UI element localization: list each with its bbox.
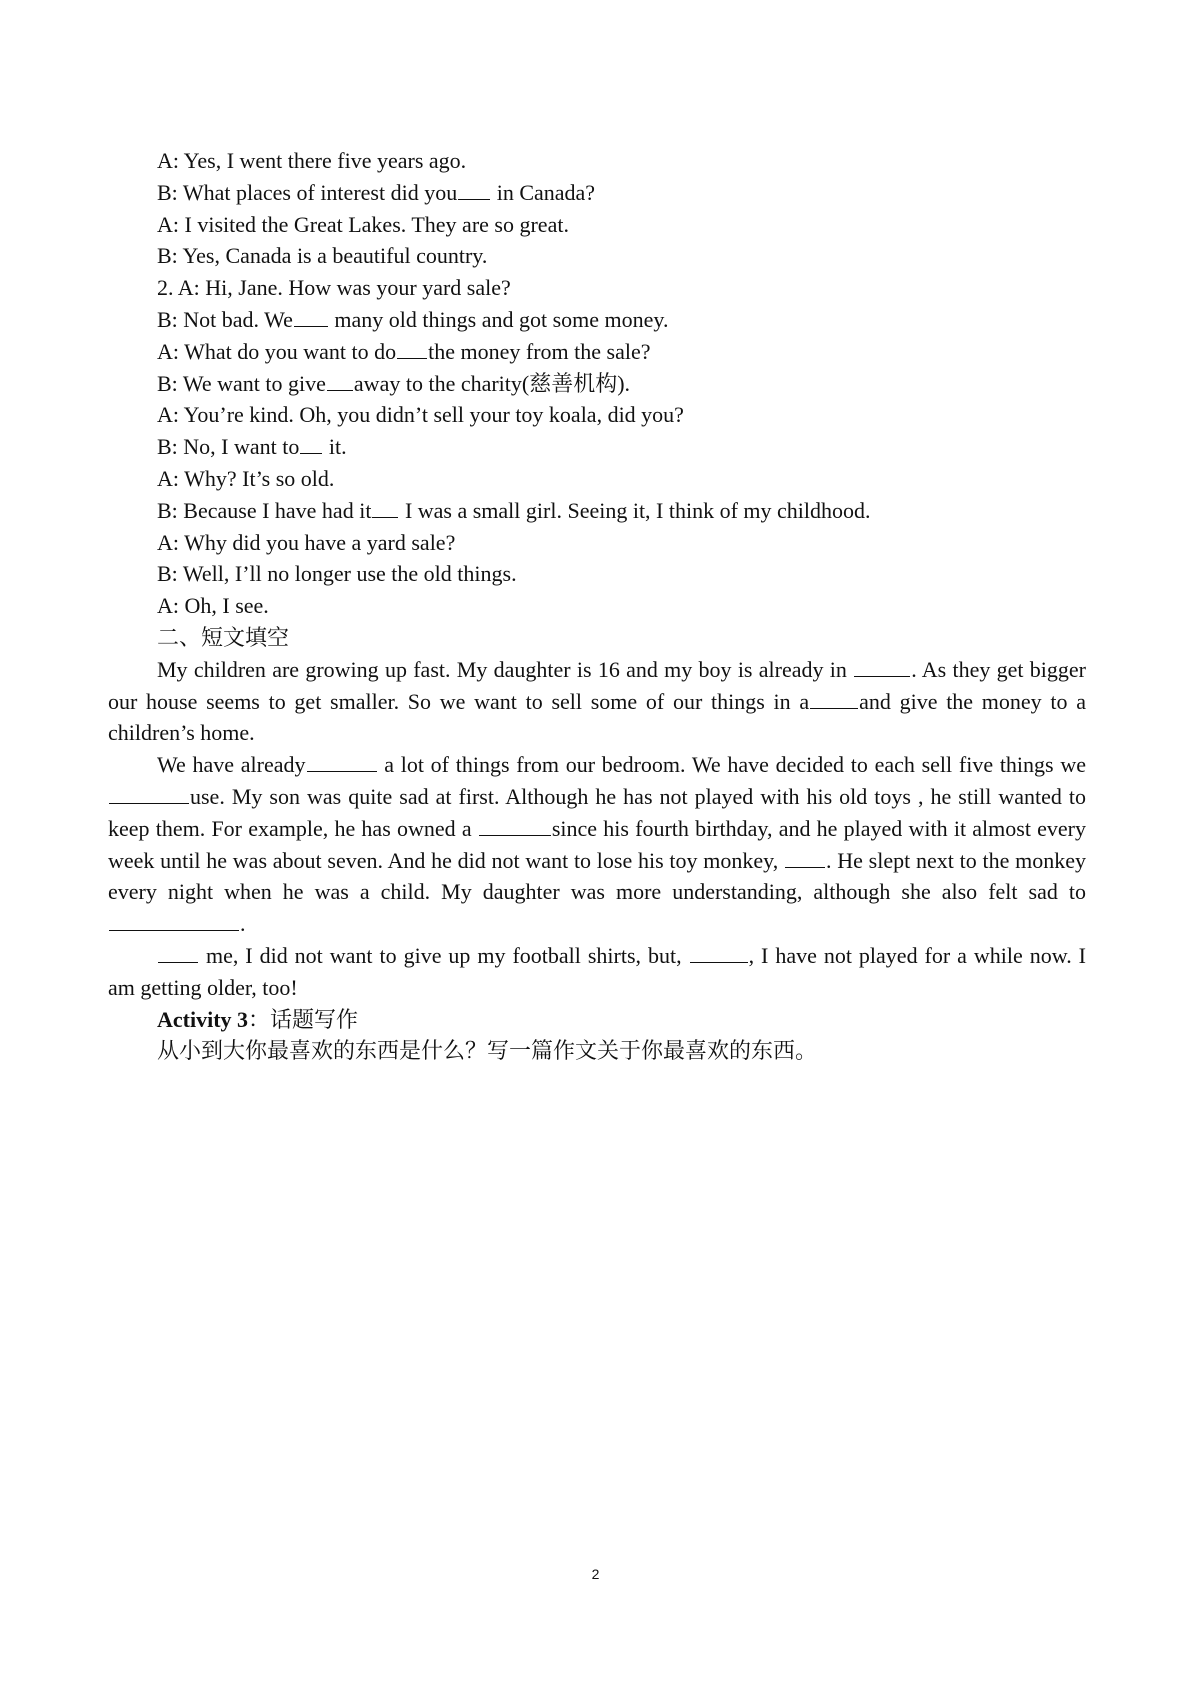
- dialogue-line: [108, 177, 1086, 209]
- fill-blank[interactable]: [327, 372, 353, 391]
- passage-text: .: [240, 911, 246, 937]
- dialogue-text: B: Not bad. We: [157, 306, 293, 332]
- fill-blank[interactable]: [397, 340, 427, 359]
- fill-blank[interactable]: [854, 658, 910, 677]
- dialogue-line: [108, 463, 1086, 495]
- passage-text: use. My son was quite sad at first. Although he has not played with his old toys , he still wanted to keep them. For example, he has owned a: [108, 783, 1086, 841]
- dialogue-line: [108, 272, 1086, 304]
- dialogue-text: A: Why did you have a yard sale?: [157, 529, 456, 555]
- section-heading: [108, 622, 1086, 654]
- passage-text: My children are growing up fast. My daughter is 16 and my boy is already in: [157, 656, 854, 682]
- dialogue-text: I was a small girl. Seeing it, I think of my childhood.: [399, 497, 871, 523]
- fill-blank[interactable]: [158, 944, 198, 963]
- dialogue-text: A: Why? It’s so old.: [157, 465, 335, 491]
- activity-prompt-text: 从小到大你最喜欢的东西是什么？写一篇作文关于你最喜欢的东西。: [157, 1038, 818, 1064]
- passage-text: . He slept next to the monkey every night when he was a child. My daughter was more understanding, although she also felt sad to: [108, 847, 1086, 905]
- dialogue-line: [108, 527, 1086, 559]
- dialogue-text: B: What places of interest did you: [157, 179, 458, 205]
- fill-blank[interactable]: [458, 181, 490, 200]
- passage-text: . As they get bigger our house seems to get smaller. So we want to sell some of our things in a: [108, 656, 1087, 714]
- fill-blank[interactable]: [690, 944, 748, 963]
- activity-label: Activity 3: [157, 1006, 249, 1032]
- section-heading-text: 二、短文填空: [157, 624, 290, 650]
- passage-paragraph-2: [108, 749, 1086, 940]
- passage-text: a lot of things from our bedroom. We have decided to each sell five things we: [377, 752, 1086, 778]
- fill-blank[interactable]: [300, 435, 322, 454]
- fill-blank[interactable]: [307, 753, 377, 772]
- dialogue-line: [108, 558, 1086, 590]
- document-body: [108, 145, 1086, 1067]
- fill-blank[interactable]: [810, 690, 858, 709]
- passage-paragraph-1: [108, 654, 1086, 749]
- passage-text: since his fourth birthday, and he played with it almost every week until he was about seven. And he did not want to lose his toy monkey,: [108, 815, 1086, 873]
- fill-blank[interactable]: [479, 817, 551, 836]
- dialogue-text: 2. A: Hi, Jane. How was your yard sale?: [157, 275, 511, 301]
- dialogue-line: [108, 209, 1086, 241]
- dialogue-text: in Canada?: [491, 179, 596, 205]
- dialogue-text: many old things and got some money.: [328, 306, 669, 332]
- page-number: 2: [591, 1566, 600, 1582]
- dialogue-text: A: What do you want to do: [157, 338, 397, 364]
- dialogue-line: [108, 240, 1086, 272]
- passage-text: and give the money to a children’s home.: [108, 688, 1087, 746]
- fill-blank[interactable]: [109, 912, 239, 931]
- dialogue-text: B: Yes, Canada is a beautiful country.: [157, 243, 488, 269]
- passage-text: me, I did not want to give up my football shirts, but,: [199, 942, 689, 968]
- dialogue-text: A: Oh, I see.: [157, 593, 269, 619]
- dialogue-line: [108, 590, 1086, 622]
- dialogue-line: [108, 368, 1086, 400]
- dialogue-text: A: I visited the Great Lakes. They are so great.: [157, 211, 569, 237]
- dialogue-line: [108, 431, 1086, 463]
- fill-blank[interactable]: [109, 785, 189, 804]
- passage-paragraph-3: [108, 940, 1086, 1004]
- dialogue-text: it.: [323, 434, 347, 460]
- fill-blank[interactable]: [372, 499, 398, 518]
- passage-text: , I have not played for a while now. I am getting older, too!: [108, 942, 1086, 1000]
- dialogue-line: [108, 495, 1086, 527]
- passage-text: We have already: [157, 752, 306, 778]
- dialogue-text: away to the charity(慈善机构).: [353, 370, 631, 396]
- fill-blank[interactable]: [294, 308, 328, 327]
- dialogue-text: B: Because I have had it: [157, 497, 372, 523]
- fill-blank[interactable]: [785, 849, 825, 868]
- dialogue-text: A: You’re kind. Oh, you didn’t sell your toy koala, did you?: [157, 402, 684, 428]
- activity-prompt: [108, 1035, 1086, 1067]
- activity-title: ：话题写作: [248, 1006, 359, 1032]
- dialogue-line: [108, 304, 1086, 336]
- dialogue-text: B: We want to give: [157, 370, 326, 396]
- dialogue-line: [108, 399, 1086, 431]
- dialogue-line: [108, 145, 1086, 177]
- dialogue-line: [108, 336, 1086, 368]
- activity-heading: [108, 1004, 1086, 1036]
- dialogue-text: A: Yes, I went there five years ago.: [157, 148, 467, 173]
- dialogue-text: B: Well, I’ll no longer use the old things.: [157, 561, 517, 587]
- dialogue-text: B: No, I want to: [157, 434, 300, 460]
- dialogue-text: the money from the sale?: [428, 338, 651, 364]
